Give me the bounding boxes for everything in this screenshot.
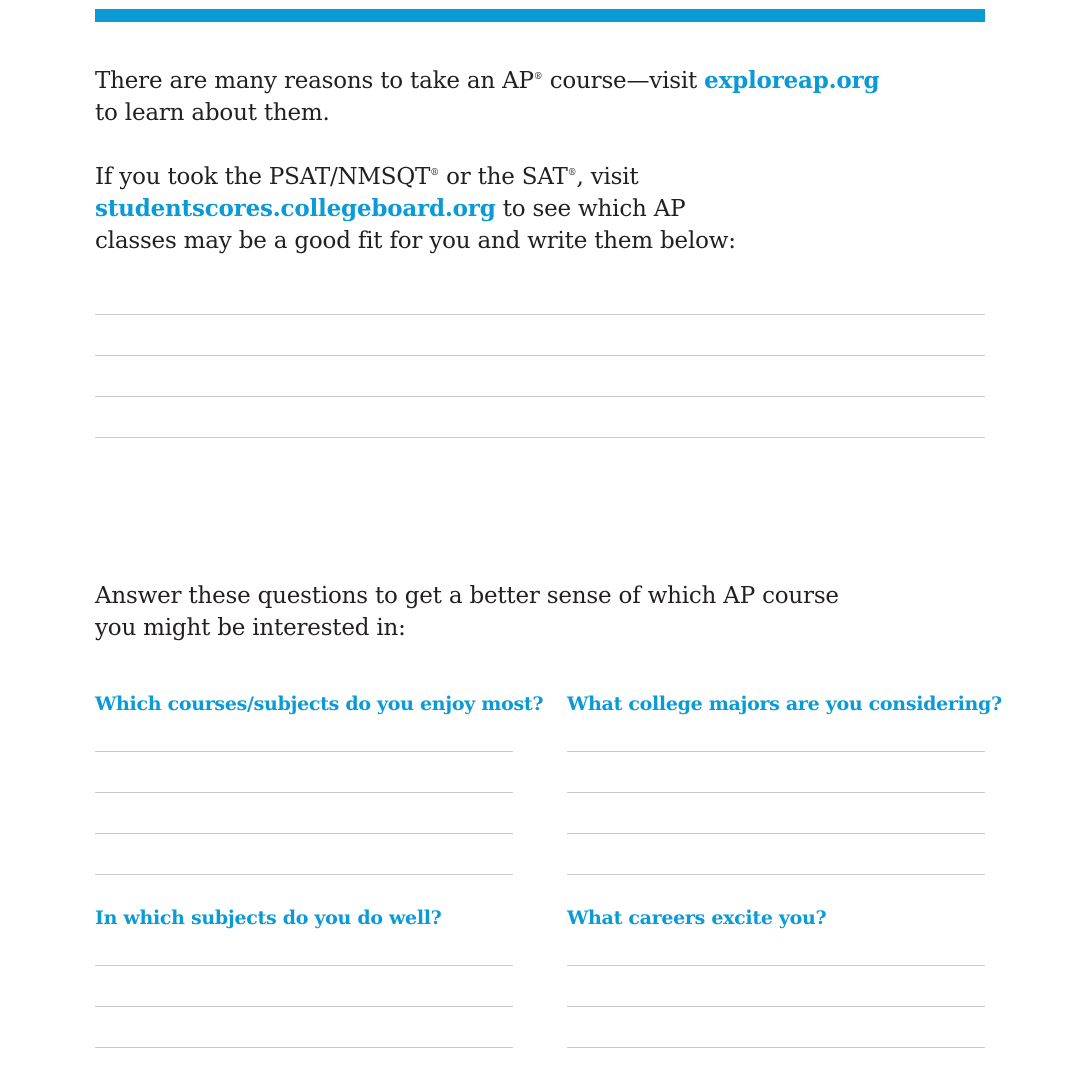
write-line[interactable] [567, 1006, 985, 1007]
scores-text-b: or the SAT [438, 164, 568, 190]
write-line[interactable] [567, 792, 985, 793]
write-line[interactable] [567, 833, 985, 834]
write-line[interactable] [95, 1047, 513, 1048]
write-line[interactable] [567, 1047, 985, 1048]
header-accent-bar [95, 9, 985, 22]
registered-mark: ® [567, 168, 577, 178]
write-line[interactable] [95, 314, 985, 315]
registered-mark: ® [430, 168, 439, 178]
write-line[interactable] [95, 396, 985, 397]
write-line[interactable] [95, 965, 513, 966]
write-line[interactable] [95, 751, 513, 752]
intro-paragraph [95, 65, 879, 129]
write-line[interactable] [95, 833, 513, 834]
write-line[interactable] [95, 792, 513, 793]
intro-text-line2: to learn about them. [95, 100, 330, 126]
studentscores-link[interactable]: studentscores.collegeboard.org [95, 195, 496, 222]
question-careers-excite: What careers excite you? [567, 907, 827, 929]
exploreap-link[interactable]: exploreap.org [704, 67, 880, 94]
registered-mark: ® [533, 72, 543, 82]
scores-text-line2: to see which AP [495, 196, 686, 222]
intro-text: There are many reasons to take an AP [95, 68, 534, 94]
scores-text-c: , visit [576, 164, 639, 190]
write-line[interactable] [567, 874, 985, 875]
scores-text-line3: classes may be a good fit for you and write them below: [95, 228, 736, 254]
write-line[interactable] [567, 751, 985, 752]
questions-intro-line2: you might be interested in: [95, 615, 406, 641]
write-line[interactable] [95, 355, 985, 356]
question-college-majors: What college majors are you considering? [567, 693, 1002, 715]
question-enjoy-subjects: Which courses/subjects do you enjoy most? [95, 693, 544, 715]
write-line[interactable] [567, 965, 985, 966]
questions-intro-line1: Answer these questions to get a better sense of which AP course [95, 583, 839, 609]
write-line[interactable] [95, 1006, 513, 1007]
intro-text-mid: course—visit [542, 68, 705, 94]
questions-intro-paragraph [95, 580, 839, 644]
write-line[interactable] [95, 437, 985, 438]
scores-paragraph [95, 161, 736, 257]
question-subjects-do-well: In which subjects do you do well? [95, 907, 442, 929]
scores-text-a: If you took the PSAT/NMSQT [95, 164, 431, 190]
write-line[interactable] [95, 874, 513, 875]
